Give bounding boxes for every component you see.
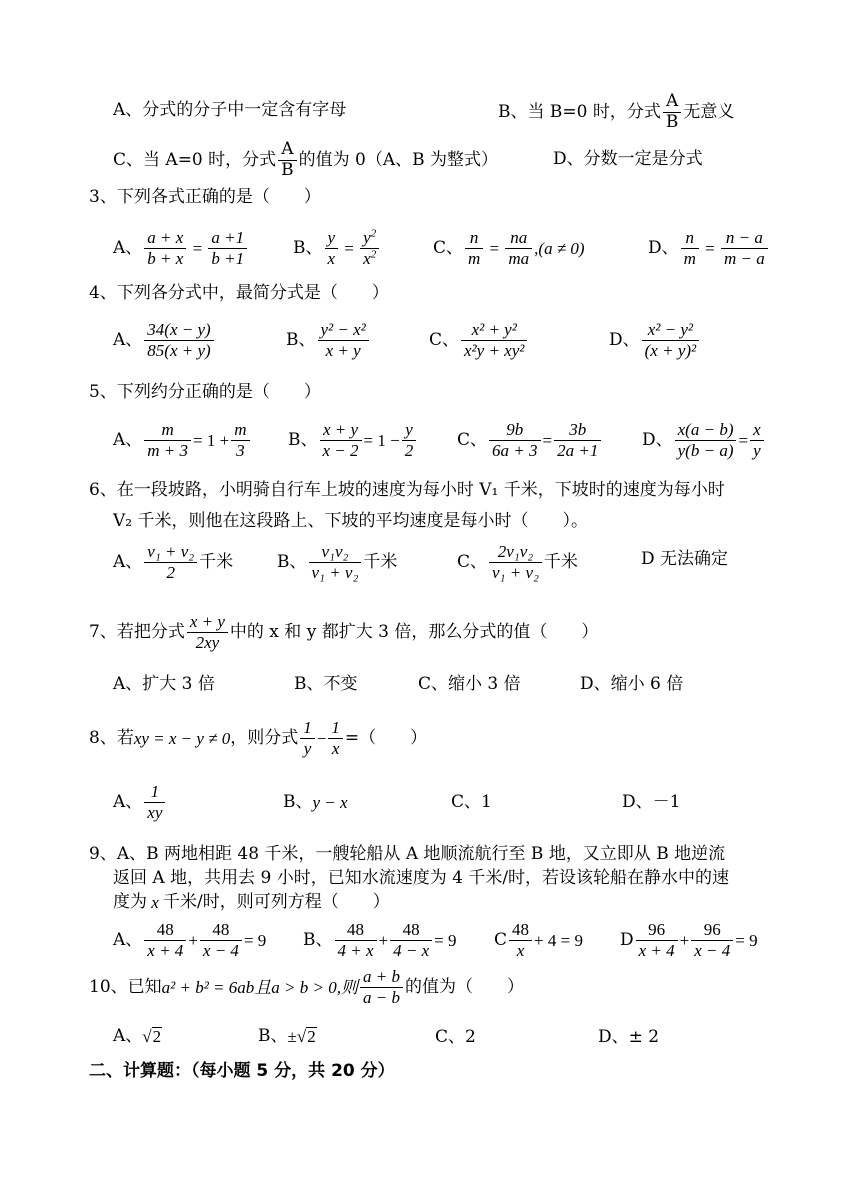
q4-option-a: A、 $\frac{34(x - y)}{85(x + y)}$ [113,320,216,360]
q8-option-d: D、－1 [622,792,681,812]
question-6-stem-line2: V₂ 千米，则他在这段路上、下坡的平均速度是每小时（ ）。 [113,511,588,531]
fraction: $\frac{A}{B}$ [278,140,297,180]
question-6-stem-line1: 6、在一段坡路，小明骑自行车上坡的速度为每小时 V₁ 千米，下坡时的速度为每小时 [89,480,725,500]
q4-option-c: C、 $\frac{\text{x² + y²}}{\text{x²y + xy²}}$ [429,320,529,360]
fraction: $\frac{na}{ma}$ [505,228,532,268]
q6-option-a: A、 $\frac{\text{v₁ + v₂}}{2}$ 千米 [113,542,234,582]
fraction: $\frac{y}{2}$ [402,420,417,460]
fraction: $\frac{48}{x}$ [509,920,532,960]
q10-option-d: D、± 2 [598,1027,660,1047]
fraction: $\frac{x + y}{2xy}$ [187,612,228,652]
fraction: $\frac{a + x}{b + x}$ [144,228,186,268]
q3-option-b: B、 $\frac{y}{x}$ = $\frac{y^2}{x^2}$ [293,228,381,268]
fraction: $\frac{x + y}{x - 2}$ [320,420,362,460]
q3-option-d: D、 $\frac{n}{m}$ = $\frac{n - a}{m - a}$ [648,228,770,268]
fraction: $\frac{48}{x + 4}$ [144,920,186,960]
fraction: $\frac{\text{x² + y²}}{\text{x²y + xy²}}$ [461,320,527,360]
fraction: $\frac{y^2}{x^2}$ [360,228,379,268]
fraction: $\frac{3b}{2a +1}$ [554,420,601,460]
fraction: $\frac{a +1}{b +1}$ [208,228,247,268]
q7-option-b: B、不变 [294,674,358,694]
fraction: $\frac{1}{xy}$ [144,782,165,822]
fraction: $\frac{\text{y² − x²}}{x + y}$ [318,320,369,360]
q3-option-a: A、 $\frac{a + x}{b + x}$ = $\frac{a +1}{b +1}$ [113,228,249,268]
fraction: $\frac{\text{v₁ + v₂}}{2}$ [144,542,197,582]
q5-option-b: B、 $\frac{x + y}{x - 2}$ = 1 − $\frac{y}{2}$ [288,420,418,460]
fraction: $\frac{y}{x}$ [325,228,339,268]
fraction: $\frac{\text{x² − y²}}{\text{(x + y)²}}$ [642,320,699,360]
option-text: D、分数一定是分式 [553,149,703,169]
prev-option-d [553,151,703,168]
fraction: $\frac{34(x - y)}{85(x + y)}$ [144,320,213,360]
question-9-stem-line2: 返回 A 地，共用去 9 小时，已知水流速度为 4 千米/时，若设该轮船在静水中的速 [113,868,730,888]
fraction: $\frac{9b}{6a + 3}$ [489,420,540,460]
option-text: A、分式的分子中一定含有字母 [113,100,347,120]
fraction: $\frac{x}{y}$ [750,420,764,460]
fraction: $\frac{48}{4 - x}$ [390,920,432,960]
question-8-stem: 8、若 xy = x − y ≠ 0 ，则分式 $\frac{1}{y}$ − $\frac{1}{x}$ =（ ） [89,718,428,758]
fraction: $\frac{m}{m + 3}$ [144,420,191,460]
fraction: $\frac{1}{x}$ [328,718,343,758]
option-text: B、当 B=0 时，分式 [498,101,661,122]
q10-option-c: C、2 [435,1027,476,1047]
fraction: $\frac{\text{2v₁v₂}}{\text{v₁ + v₂}}$ [489,542,542,582]
q9-option-d: D $\frac{96}{x + 4}$ + $\frac{96}{x - 4}$ = 9 [620,920,758,960]
q3-option-c: C、 $\frac{n}{m}$ = $\frac{na}{ma}$ ,(a ≠ 0) [433,228,585,268]
fraction: $\frac{48}{4 + x}$ [335,920,377,960]
fraction: $\frac{m}{3}$ [231,420,249,460]
fraction: $\frac{96}{x - 4}$ [691,920,733,960]
question-7-stem: 7、若把分式 $\frac{x + y}{2xy}$ 中的 x 和 y 都扩大 3 倍，那么分式的值（ ） [89,612,599,652]
prev-option-a [113,102,346,119]
question-9-stem-line1: 9、A、B 两地相距 48 千米，一艘轮船从 A 地顺流航行至 B 地，又立即从 B 地逆流 [89,844,726,864]
q8-option-a: A、 $\frac{1}{xy}$ [113,782,167,822]
q8-option-b: B、 y − x [283,792,348,812]
prev-option-b [498,92,734,132]
q8-option-c: C、1 [451,792,492,812]
q9-option-c: C $\frac{48}{x}$ + 4 = 9 [494,920,583,960]
q4-option-d: D、 $\frac{\text{x² − y²}}{\text{(x + y)²}}$ [609,320,701,360]
section-heading: 二、计算题：（每小题 5 分，共 20 分） [89,1061,395,1081]
fraction: $\frac{96}{x + 4}$ [636,920,678,960]
question-4-stem: 4、下列各分式中，最简分式是（ ） [89,283,389,303]
q10-option-a: A、 √ 2 [113,1025,162,1046]
option-text: C、当 A=0 时，分式 [113,149,277,170]
fraction: $\frac{a + b}{a - b}$ [360,967,403,1007]
question-9-stem-line3: 度为 x 千米/时，则可列方程（ ） [113,892,390,912]
fraction: $\frac{n}{m}$ [465,228,483,268]
q9-option-b: B、 $\frac{48}{4 + x}$ + $\frac{48}{4 - x}$ = 9 [303,920,457,960]
fraction: $\frac{\text{v₁v₂}}{\text{v₁ + v₂}}$ [309,542,362,582]
fraction: $\frac{1}{y}$ [300,718,315,758]
fraction: $\frac{x(a - b)}{y(b - a)}$ [675,420,737,460]
q6-option-b: B、 $\frac{\text{v₁v₂}}{\text{v₁ + v₂}}$ 千米 [277,542,398,582]
q7-option-c: C、缩小 3 倍 [418,674,521,694]
q7-option-d: D、缩小 6 倍 [580,674,684,694]
question-5-stem: 5、下列约分正确的是（ ） [89,382,321,402]
prev-option-c [113,140,498,180]
question-10-stem: 10、已知 a² + b² = 6ab且a > b > 0,则 $\frac{a + b}{a - b}$ 的值为（ ） [89,967,524,1007]
q10-option-b: B、 ± √ 2 [258,1025,316,1046]
fraction: $\frac{48}{x - 4}$ [200,920,242,960]
fraction: $\frac{n}{m}$ [681,228,699,268]
option-text: 无意义 [683,101,735,122]
question-3-stem: 3、下列各式正确的是（ ） [89,187,321,207]
q5-option-c: C、 $\frac{9b}{6a + 3}$ = $\frac{3b}{2a +1}$ [457,420,603,460]
q5-option-a: A、 $\frac{m}{m + 3}$ = 1 + $\frac{m}{3}$ [113,420,252,460]
q7-option-a: A、扩大 3 倍 [113,674,215,694]
q6-option-d: D 无法确定 [641,549,729,569]
fraction: $\frac{n - a}{m - a}$ [721,228,768,268]
fraction: $\frac{A}{B}$ [663,92,682,132]
q4-option-b: B、 $\frac{\text{y² − x²}}{x + y}$ [286,320,371,360]
q9-option-a: A、 $\frac{48}{x + 4}$ + $\frac{48}{x - 4}$ = 9 [113,920,267,960]
q6-option-c: C、 $\frac{\text{2v₁v₂}}{\text{v₁ + v₂}}$ 千米 [457,542,578,582]
option-text: 的值为 0（A、B 为整式） [298,149,499,170]
q5-option-d: D、 $\frac{x(a - b)}{y(b - a)}$ = $\frac{x}{y}$ [642,420,766,460]
